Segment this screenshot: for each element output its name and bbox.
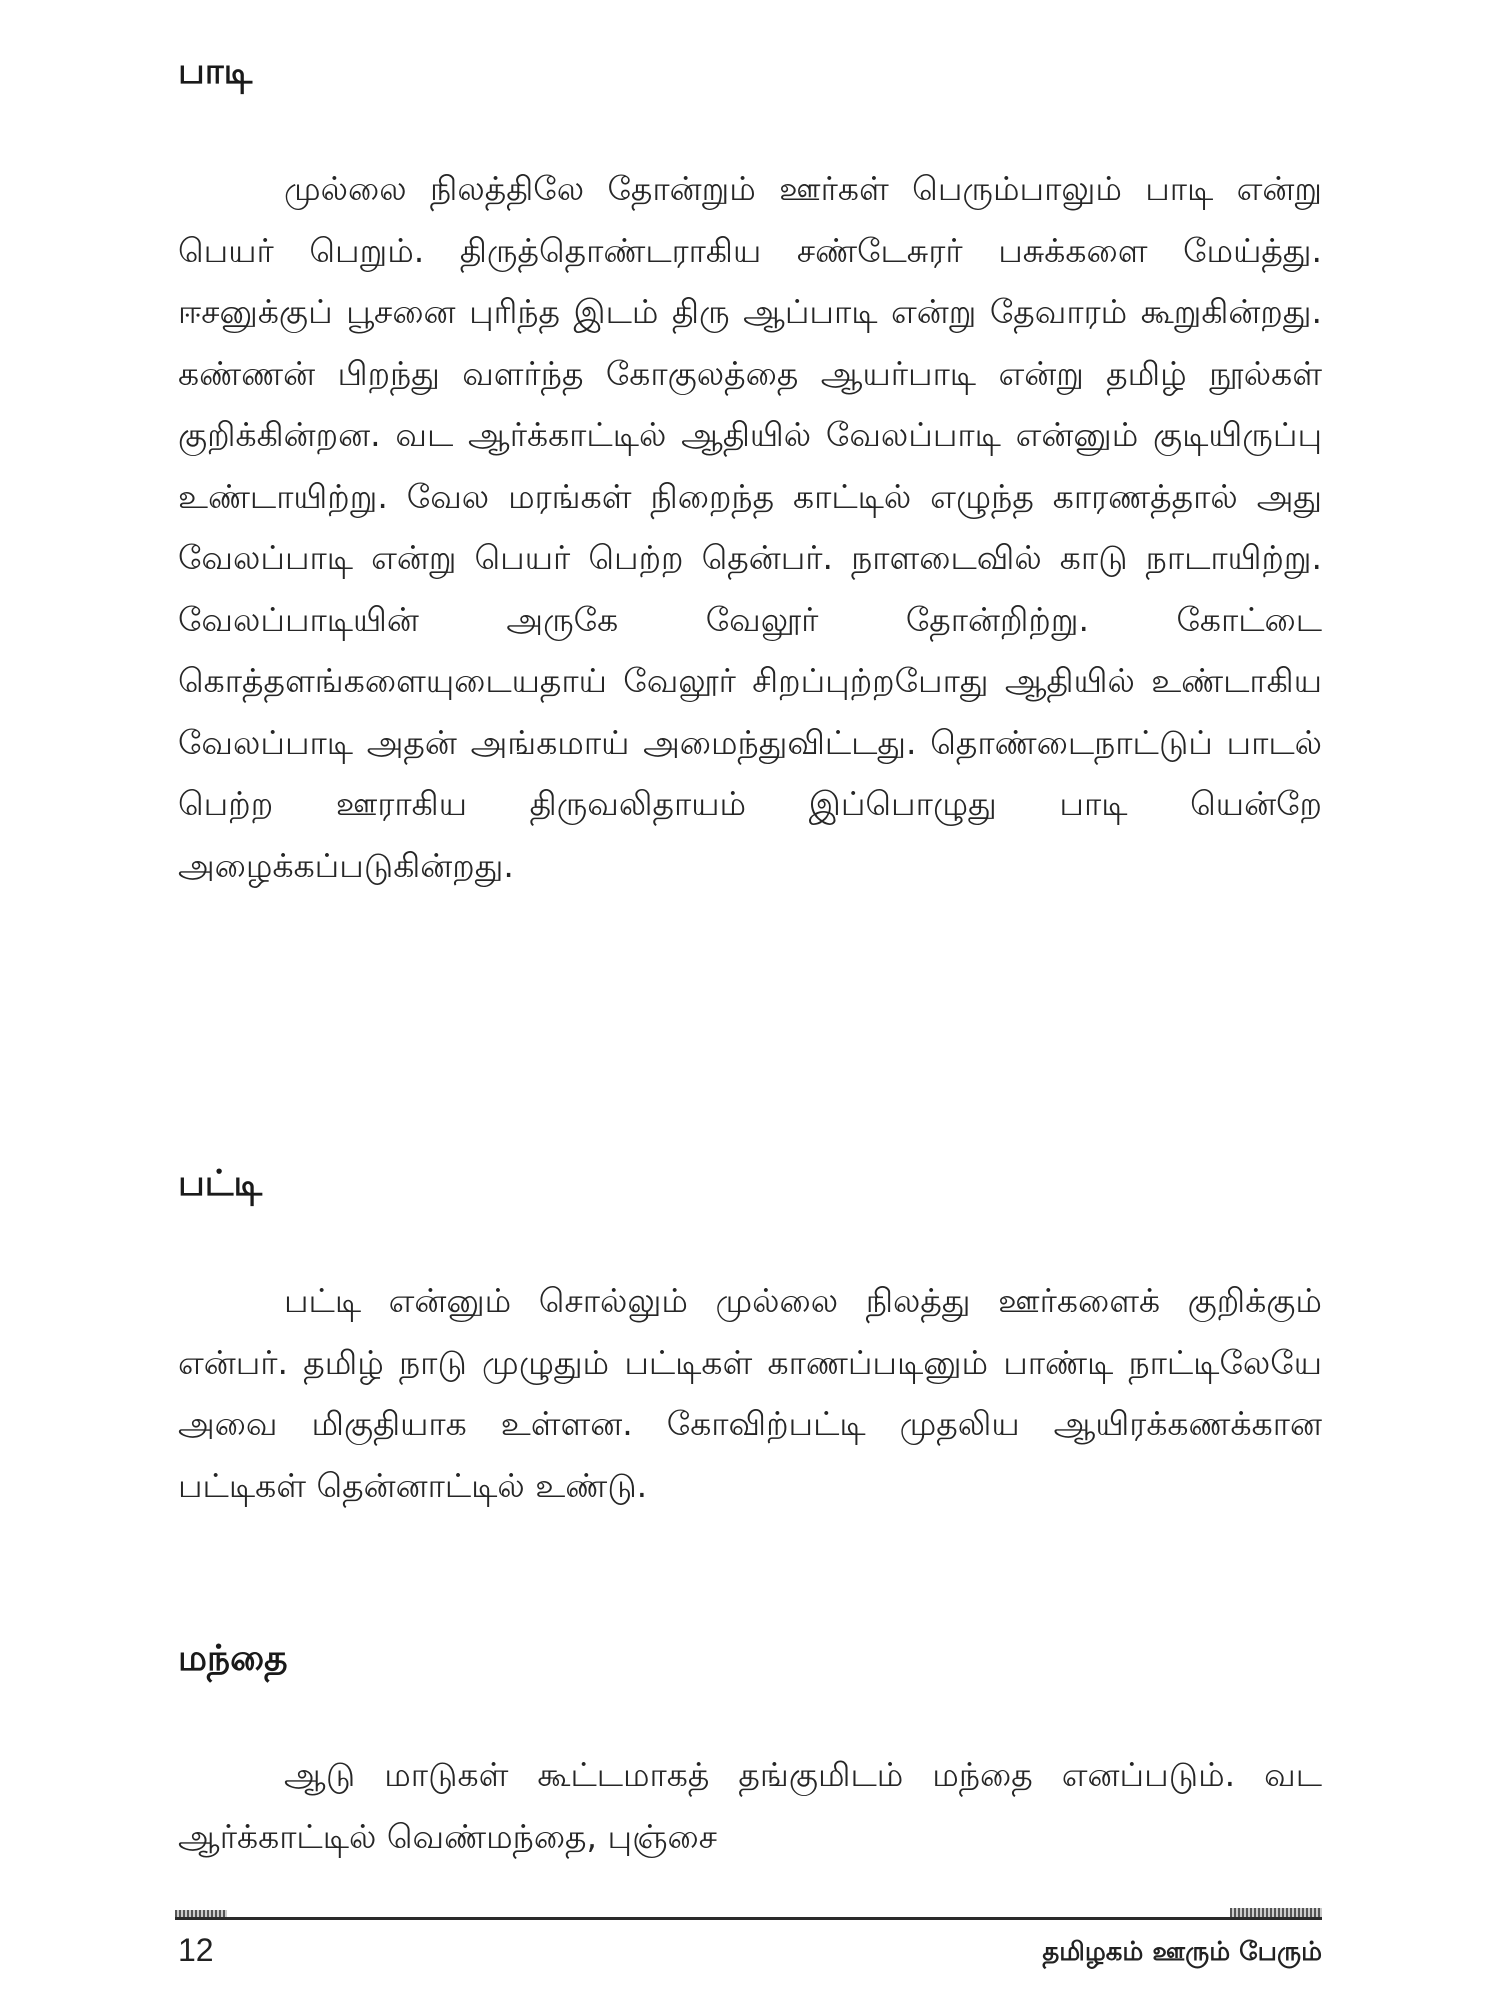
footer-rule [175, 1917, 1322, 1920]
section-body-paadi: முல்லை நிலத்திலே தோன்றும் ஊர்கள் பெரும்பாலும் பாடி என்று பெயர் பெறும். திருத்தொண்டராகிய சண்டேசுரர் பசுக்களை மேய்த்து. ஈசனுக்குப் பூசனை புரிந்த இடம் திரு ஆப்பாடி என்று தேவாரம் கூறுகின்றது. கண்ணன் பிறந்து வளர்ந்த கோகுலத்தை ஆயர்பாடி என்று தமிழ் நூல்கள் குறிக்கின்றன. வட ஆர்க்காட்டில் ஆதியில் வேலப்பாடி என்னும் குடியிருப்பு உண்டாயிற்று. வேல மரங்கள் நிறைந்த காட்டில் எழுந்த காரணத்தால் அது வேலப்பாடி என்று பெயர் பெற்ற தென்பர். நாளடைவில் காடு நாடாயிற்று. வேலப்பாடியின் அருகே வேலூர் தோன்றிற்று. கோட்டை கொத்தளங்களையுடையதாய் வேலூர் சிறப்புற்றபோது ஆதியில் உண்டாகிய வேலப்பாடி அதன் அங்கமாய் அமைந்துவிட்டது. தொண்டைநாட்டுப் பாடல் பெற்ற ஊராகிய திருவலிதாயம் இப்பொழுது பாடி யென்றே அழைக்கப்படுகின்றது. [178, 169, 1322, 885]
section-heading-paadi: பாடி [178, 51, 253, 92]
page-number: 12 [178, 1932, 214, 1968]
section-body-manthai: ஆடு மாடுகள் கூட்டமாகத் தங்குமிடம் மந்தை எனப்படும். வட ஆர்க்காட்டில் வெண்மந்தை, புஞ்சை [178, 1755, 1322, 1856]
section-heading-manthai: மந்தை [178, 1638, 288, 1679]
section-heading-patti: பட்டி [178, 1163, 263, 1204]
running-footer-title: தமிழகம் ஊரும் பேரும் [1042, 1937, 1322, 1967]
section-body-patti: பட்டி என்னும் சொல்லும் முல்லை நிலத்து ஊர்களைக் குறிக்கும் என்பர். தமிழ் நாடு முழுதும் பட்டிகள் காணப்படினும் பாண்டி நாட்டிலேயே அவை மிகுதியாக உள்ளன. கோவிற்பட்டி முதலிய ஆயிரக்கணக்கான பட்டிகள் தென்னாட்டில் உண்டு. [178, 1281, 1322, 1505]
